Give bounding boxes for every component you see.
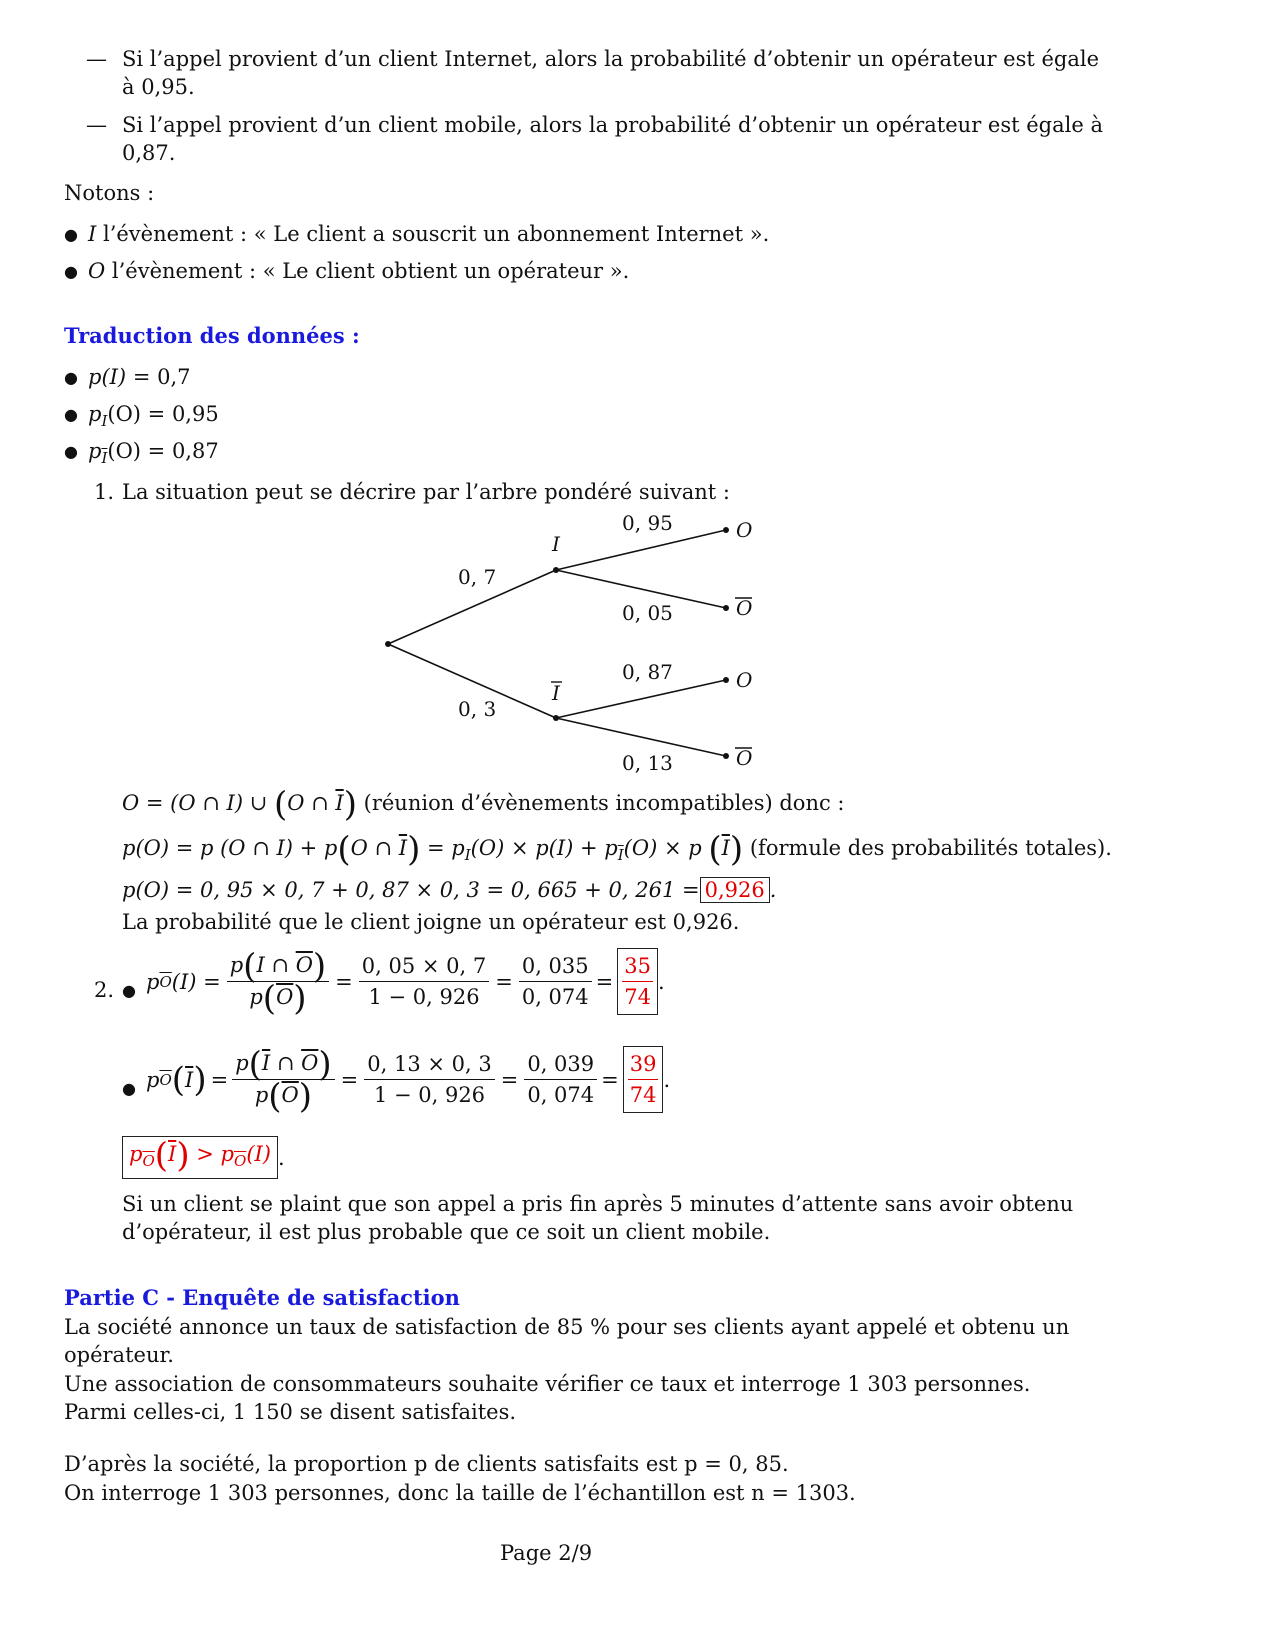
q2-conclusion-2: d’opérateur, il est plus probable que ce soit un client mobile. bbox=[122, 1220, 771, 1244]
branch-I-O bbox=[556, 530, 726, 570]
node-Ibar bbox=[553, 715, 559, 721]
formula-pObar-I: p $\overline{O}$ (I) = $\frac{p(I \cap \overline{O})}{p(\overline{O})}$ = $\frac{0, 05 \times 0, 7}{1 - 0, 926}$ = $\frac{0, 035}{0, 074}$ = $\frac{35}{74}$ . bbox=[146, 946, 665, 1019]
branch-Ibar-O bbox=[556, 680, 726, 718]
formula-computation: p(O) = 0, 95 × 0, 7 + 0, 87 × 0, 3 = 0, 665 + 0, 261 = 0,926 . bbox=[122, 878, 777, 902]
partc-p3: Parmi celles-ci, 1 150 se disent satisfaites. bbox=[64, 1400, 517, 1424]
bullet: ● bbox=[122, 1079, 136, 1098]
mobile-line-1: Si l’appel provient d’un client mobile, alors la probabilité d’obtenir un opérateur est égale à bbox=[122, 113, 1103, 137]
weight-Ibar: 0, 3 bbox=[458, 697, 497, 721]
formula-pIbarO: $p_{\overline{I}}(O) = 0,87$ bbox=[88, 439, 219, 468]
result-box-39-74: $\frac{39}{74}$ bbox=[623, 1046, 664, 1113]
label-leaf-Obar-1: O bbox=[736, 596, 753, 620]
partc-p5: On interroge 1 303 personnes, donc la taille de l’échantillon est n = 1303. bbox=[64, 1481, 856, 1505]
formula-union: O = (O ∩ I) ∪ (O ∩ $\overline{I}$) (réunion d’évènements incompatibles) donc : bbox=[122, 784, 845, 825]
dash: — bbox=[86, 47, 107, 71]
label-leaf-O-1: O bbox=[736, 518, 753, 542]
leaf-Obar-1 bbox=[723, 605, 729, 611]
weight-I-Obar: 0, 05 bbox=[622, 601, 673, 625]
notons: Notons : bbox=[64, 181, 155, 205]
q2-conclusion-1: Si un client se plaint que son appel a pris fin après 5 minutes d’attente sans avoir obtenu bbox=[122, 1192, 1074, 1216]
probability-tree bbox=[0, 500, 1275, 790]
leaf-O-2 bbox=[723, 677, 729, 683]
weight-I: 0, 7 bbox=[458, 565, 497, 589]
formula-pI: p(I) = 0,7 bbox=[88, 365, 191, 389]
leaf-Obar-2 bbox=[723, 753, 729, 759]
weight-Ibar-Obar: 0, 13 bbox=[622, 751, 673, 775]
bullet: ● bbox=[64, 225, 78, 244]
partc-p1-line2: opérateur. bbox=[64, 1343, 174, 1367]
label-node-Ibar: I bbox=[552, 681, 560, 705]
section-heading-partie-c: Partie C - Enquête de satisfaction bbox=[64, 1285, 460, 1310]
weight-Ibar-O: 0, 87 bbox=[622, 660, 673, 684]
page-number: Page 2/9 bbox=[500, 1541, 593, 1565]
partc-p4: D’après la société, la proportion p de clients satisfaits est p = 0, 85. bbox=[64, 1452, 789, 1476]
bullet: ● bbox=[64, 262, 78, 281]
internet-line-1: Si l’appel provient d’un client Internet, alors la probabilité d’obtenir un opérateur est égale bbox=[122, 47, 1100, 71]
bullet: ● bbox=[64, 368, 78, 387]
event-I: I l’évènement : « Le client a souscrit un abonnement Internet ». bbox=[88, 222, 770, 246]
q1-intro: La situation peut se décrire par l’arbre pondéré suivant : bbox=[122, 480, 730, 504]
result-box-35-74: $\frac{35}{74}$ bbox=[617, 948, 658, 1015]
node-root bbox=[385, 641, 391, 647]
node-I bbox=[553, 567, 559, 573]
bullet: ● bbox=[64, 442, 78, 461]
formula-pIO: $p_I(O) = 0,95$ bbox=[88, 402, 219, 431]
question-number-1: 1. bbox=[94, 480, 115, 504]
weight-I-O: 0, 95 bbox=[622, 511, 673, 535]
comparison-result: $p_{\overline{O}}(\overline{I}) > p_{\overline{O}}(I)$ . bbox=[122, 1136, 285, 1179]
bullet: ● bbox=[64, 405, 78, 424]
section-heading-traduction: Traduction des données : bbox=[64, 323, 360, 348]
label-leaf-O-2: O bbox=[736, 668, 753, 692]
partc-p1-line1: La société annonce un taux de satisfaction de 85 % pour ses clients ayant appelé et obtenu un bbox=[64, 1315, 1070, 1339]
internet-line-2: à 0,95. bbox=[122, 75, 195, 99]
label-leaf-Obar-2: O bbox=[736, 746, 753, 770]
formula-pObar-Ibar: p $\overline{O}$ ( $\overline{I}$ ) = $\frac{p(\overline{I} \cap \overline{O})}{p(\overline{O})}$ = $\frac{0, 13 \times 0, 3}{1 - 0, 926}$ = $\frac{0, 039}{0, 074}$ = $\frac{39}{74}$ . bbox=[146, 1044, 671, 1117]
partc-p2: Une association de consommateurs souhaite vérifier ce taux et interroge 1 303 personnes. bbox=[64, 1372, 1031, 1396]
comparison-box: $p_{\overline{O}}(\overline{I}) > p_{\overline{O}}(I)$ bbox=[122, 1136, 278, 1179]
leaf-O-1 bbox=[723, 527, 729, 533]
event-O: O l’évènement : « Le client obtient un opérateur ». bbox=[88, 259, 630, 283]
result-box-0926: 0,926 bbox=[700, 877, 770, 903]
bullet: ● bbox=[122, 981, 136, 1000]
formula-total-probability: p(O) = p (O ∩ I) + p(O ∩ $\overline{I}) = p_I(O) \times p(I) + p_{\overline{I}}(O) \times p$ $(\overline{I})$ (formule des probabilités totales). bbox=[122, 829, 1112, 870]
q1-conclusion: La probabilité que le client joigne un opérateur est 0,926. bbox=[122, 910, 740, 934]
mobile-line-2: 0,87. bbox=[122, 141, 176, 165]
dash: — bbox=[86, 113, 107, 137]
label-node-I: I bbox=[552, 532, 560, 556]
question-number-2: 2. bbox=[94, 978, 115, 1002]
